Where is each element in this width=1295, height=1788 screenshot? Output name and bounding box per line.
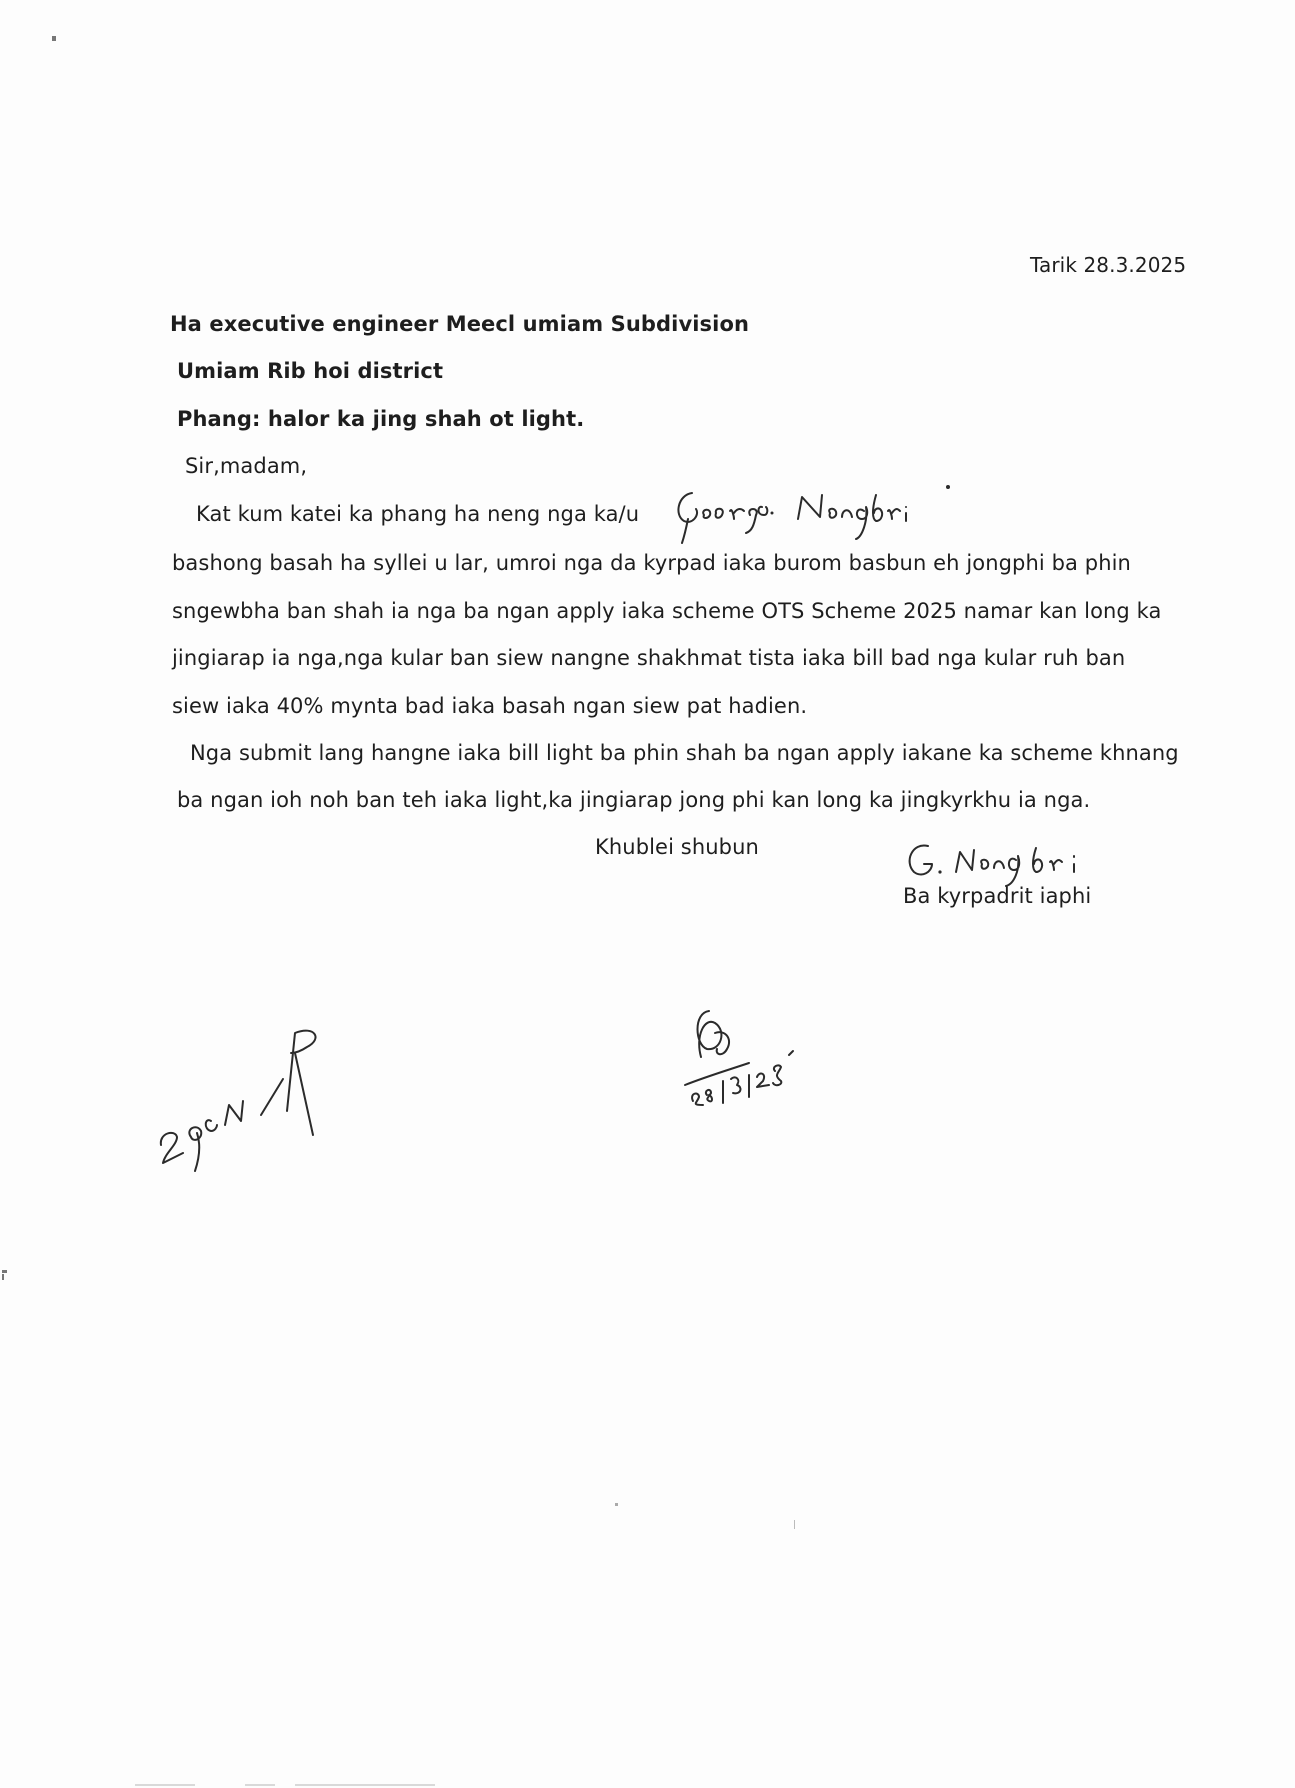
body-line-1: bashong basah ha syllei u lar, umroi nga da kyrpad iaka burom basbun eh jongphi ba phin [172, 551, 1131, 575]
body-line-6: ba ngan ioh noh ban teh iaka light,ka jingiarap jong phi kan long ka jingkyrkhu ia nga. [177, 788, 1091, 812]
scan-edge-line [135, 1784, 195, 1786]
letter-date: Tarik 28.3.2025 [1030, 253, 1187, 277]
salutation: Sir,madam, [185, 454, 308, 478]
recipient-line-1: Ha executive engineer Meecl umiam Subdivision [170, 312, 750, 336]
body-line-4: siew iaka 40% mynta bad iaka basah ngan siew pat hadien. [172, 694, 808, 718]
closing: Khublei shubun [595, 835, 759, 859]
initials-mark-right [675, 1005, 805, 1110]
scan-speck [794, 1520, 795, 1529]
handwritten-name [670, 485, 950, 545]
signature [902, 838, 1102, 888]
scan-edge-line [295, 1784, 435, 1786]
scan-speck [615, 1503, 618, 1506]
body-line-5: Nga submit lang hangne iaka bill light ba phin shah ba ngan apply iakane ka scheme khnang [190, 741, 1179, 765]
scan-speck [52, 36, 56, 41]
body-line-3: jingiarap ia nga,nga kular ban siew nangne shakhmat tista iaka bill bad nga kular ruh ban [172, 646, 1126, 670]
signature-label: Ba kyrpadrit iaphi [903, 884, 1092, 908]
initials-mark-left [155, 1025, 345, 1175]
scan-speck [2, 1270, 7, 1273]
scan-speck [2, 1274, 4, 1280]
recipient-line-2: Umiam Rib hoi district [177, 359, 444, 383]
scan-edge-line [245, 1784, 275, 1786]
body-line-2: sngewbha ban shah ia nga ba ngan apply iaka scheme OTS Scheme 2025 namar kan long ka [172, 599, 1162, 623]
intro-line: Kat kum katei ka phang ha neng nga ka/u [196, 502, 640, 526]
subject-line: Phang: halor ka jing shah ot light. [177, 407, 585, 431]
